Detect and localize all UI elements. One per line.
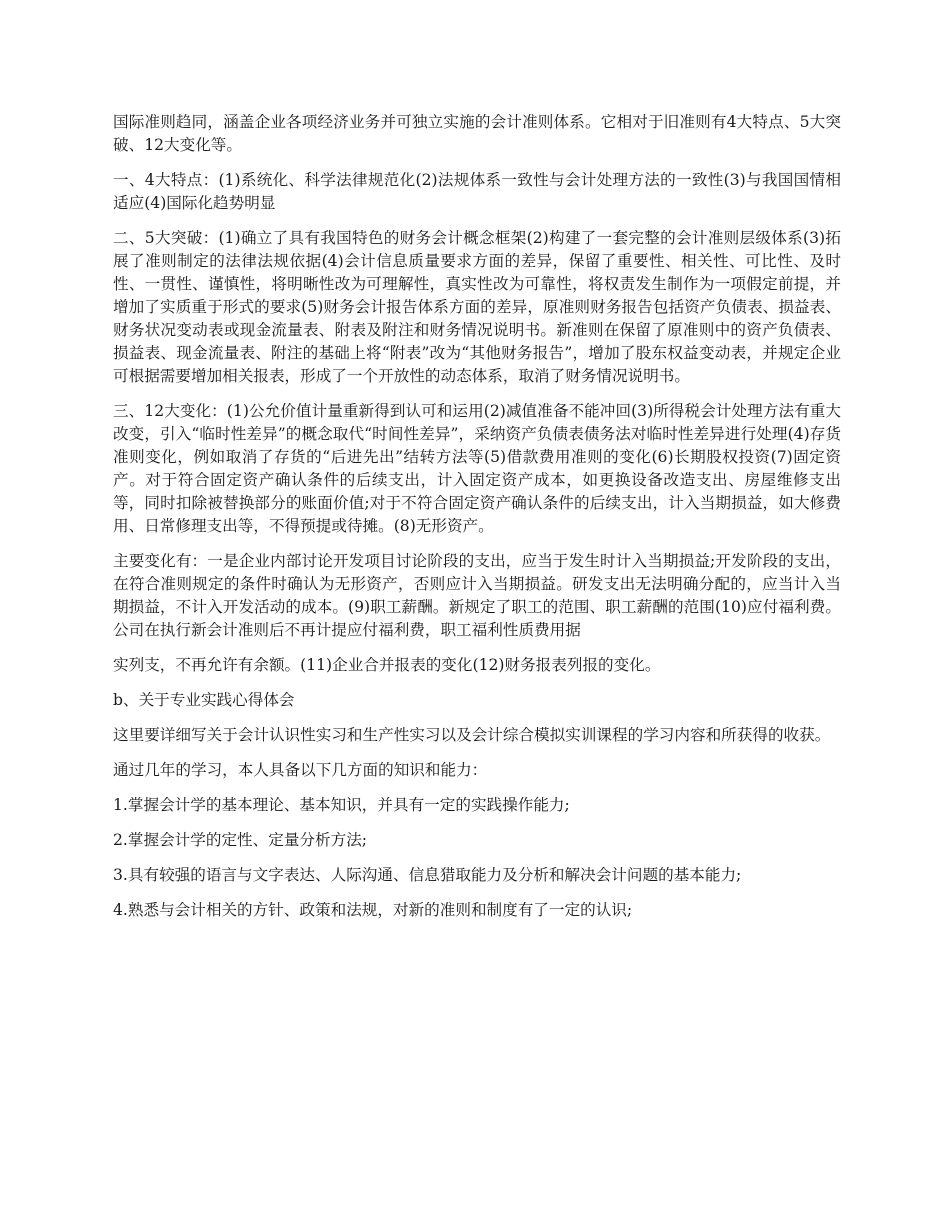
- list-item-ability-3: 3.具有较强的语言与文字表达、人际沟通、信息猎取能力及分析和解决会计问题的基本能力;: [113, 866, 742, 884]
- document-body: [113, 111, 841, 934]
- paragraph-intro: 国际准则趋同，涵盖企业各项经济业务并可独立实施的会计准则体系。它相对于旧准则有4大特点、5大突破、12大变化等。: [113, 113, 841, 154]
- paragraph-five-breakthroughs: 二、5大突破：(1)确立了具有我国特色的财务会计概念框架(2)构建了一套完整的会计准则层级体系(3)拓展了准则制定的法律法规依据(4)会计信息质量要求方面的差异，保留了重要性、相关性、可比性、及时性、一贯性、谨慎性，将明晰性改为可理解性，真实性改为可靠性，将权责发生制作为一项假定前提，并增加了实质重于形式的要求(5)财务会计报告体系方面的差异，原准则财务报告包括资产负债表、损益表、财务状况变动表或现金流量表、附表及附注和财务情况说明书。新准则在保留了原准则中的资产负债表、损益表、现金流量表、附注的基础上将“附表”改为“其他财务报告”，增加了股东权益变动表，并规定企业可根据需要增加相关报表，形成了一个开放性的动态体系，取消了财务情况说明书。: [113, 229, 841, 385]
- list-item-ability-2: 2.掌握会计学的定性、定量分析方法;: [113, 831, 368, 849]
- paragraph-abilities-intro: 通过几年的学习，本人具备以下几方面的知识和能力：: [113, 761, 488, 779]
- paragraph-main-changes: 主要变化有：一是企业内部讨论开发项目讨论阶段的支出，应当于发生时计入当期损益;开发阶段的支出，在符合准则规定的条件时确认为无形资产，否则应计入当期损益。研发支出无法明确分配的，应当计入当期损益，不计入开发活动的成本。(9)职工薪酬。新规定了职工的范围、职工薪酬的范围(10)应付福利费。公司在执行新会计准则后不再计提应付福利费，职工福利性质费用据: [113, 552, 841, 639]
- section-heading-practice: b、关于专业实践心得体会: [113, 691, 295, 709]
- paragraph-four-features: 一、4大特点：(1)系统化、科学法律规范化(2)法规体系一致性与会计处理方法的一致性(3)与我国国情相适应(4)国际化趋势明显: [113, 171, 841, 212]
- paragraph-main-changes-continued: 实列支，不再允许有余额。(11)企业合并报表的变化(12)财务报表列报的变化。: [113, 656, 661, 674]
- paragraph-practice-description: 这里要详细写关于会计认识性实习和生产性实习以及会计综合模拟实训课程的学习内容和所获得的收获。: [113, 726, 831, 744]
- list-item-ability-1: 1.掌握会计学的基本理论、基本知识，并具有一定的实践操作能力;: [113, 796, 570, 814]
- list-item-ability-4: 4.熟悉与会计相关的方针、政策和法规，对新的准则和制度有了一定的认识;: [113, 901, 633, 919]
- paragraph-twelve-changes: 三、12大变化：(1)公允价值计量重新得到认可和运用(2)减值准备不能冲回(3)所得税会计处理方法有重大改变，引入“临时性差异”的概念取代“时间性差异”，采纳资产负债表债务法对临时性差异进行处理(4)存货准则变化，例如取消了存货的“后进先出”结转方法等(5)借款费用准则的变化(6)长期股权投资(7)固定资产。对于符合固定资产确认条件的后续支出，计入固定资产成本，如更换设备改造支出、房屋维修支出等，同时扣除被替换部分的账面价值;对于不符合固定资产确认条件的后续支出，计入当期损益，如大修费用、日常修理支出等，不得预提或待摊。(8)无形资产。: [113, 402, 841, 535]
